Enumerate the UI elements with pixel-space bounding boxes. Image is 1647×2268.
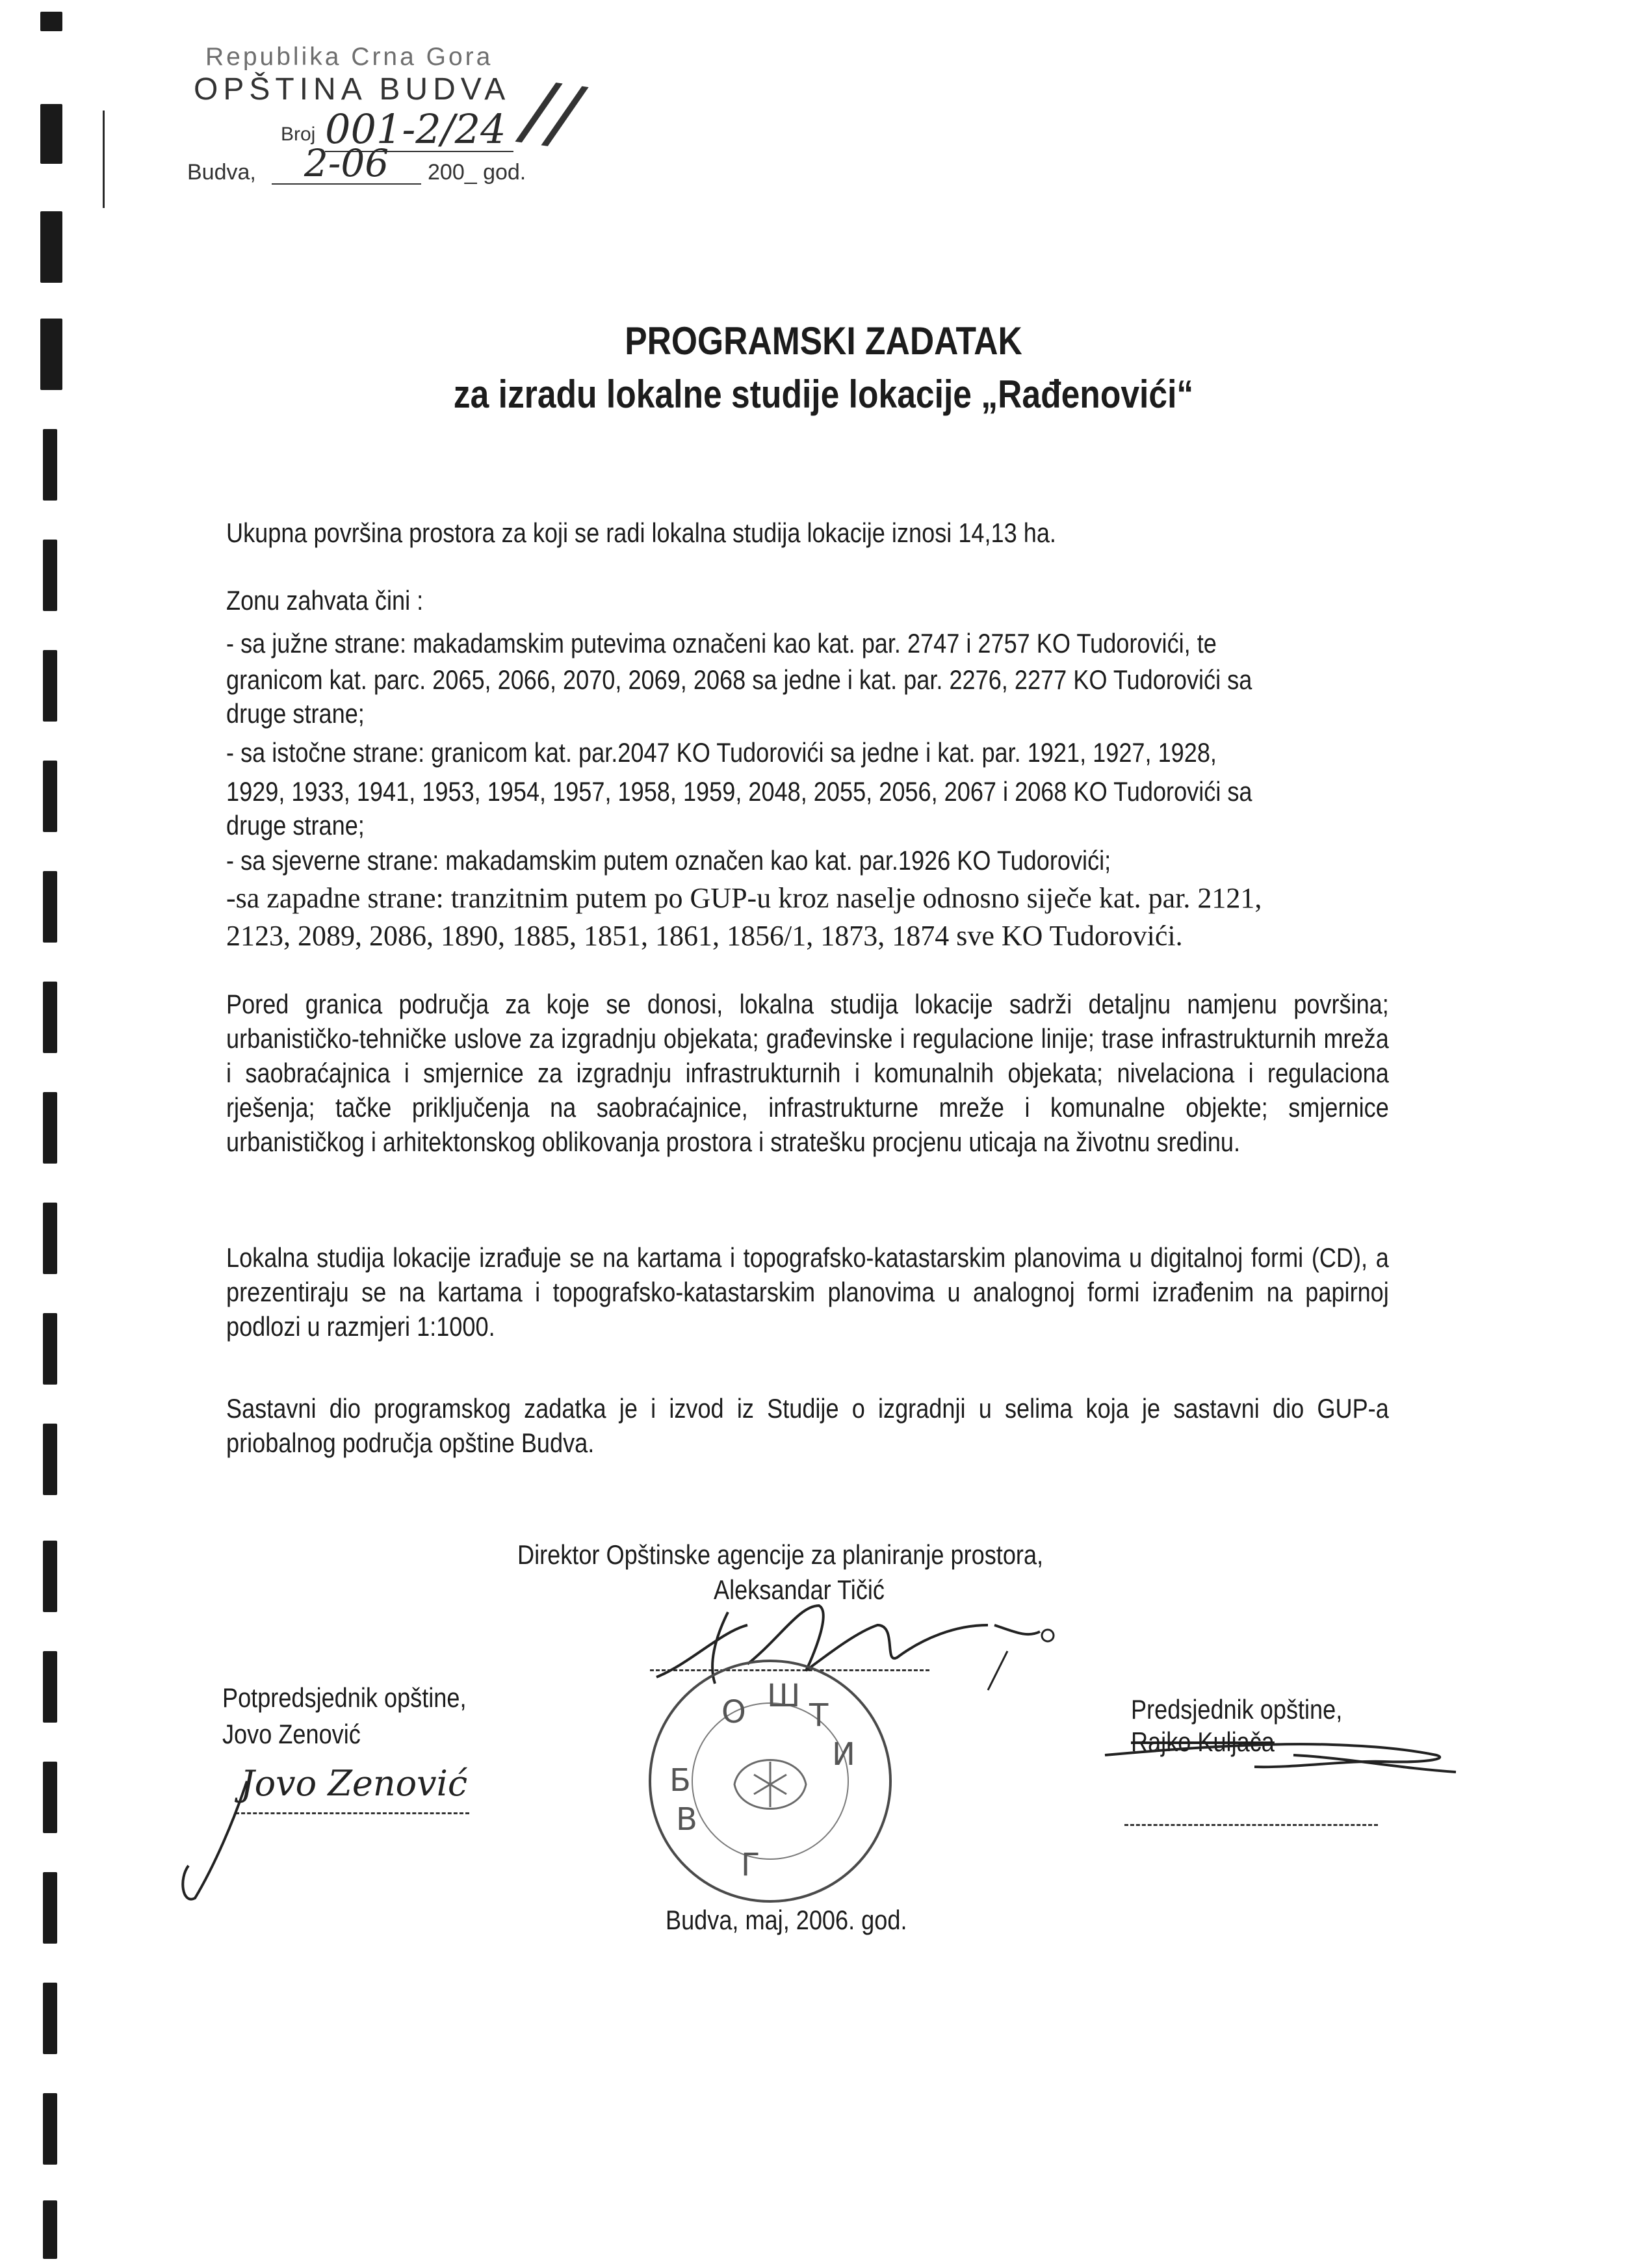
binding-mark [40,12,62,31]
director-name: Aleksandar Tičić [714,1574,885,1605]
zone-line: - sa južne strane: makadamskim putevima označeni kao kat. par. 2747 i 2757 KO Tudorovići, te [226,628,1217,658]
stamp-year: 200_ god. [428,160,526,185]
zone-line: 1929, 1933, 1941, 1953, 1954, 1957, 1958, 1959, 2048, 2055, 2056, 2067 i 2068 KO Tudorovići sa [226,776,1252,807]
svg-text:Б: Б [669,1762,691,1799]
stamp-date-value: 2-06 [272,143,421,185]
document-title: PROGRAMSKI ZADATAK [625,319,1022,363]
stamp-slash-marks: // [519,64,584,161]
president-signature-line [1124,1824,1378,1826]
svg-text:И: И [832,1736,855,1773]
binding-mark [43,1541,57,1612]
svg-text:О: О [721,1694,746,1730]
zone-line-west: 2123, 2089, 2086, 1890, 1885, 1851, 1861, 1856/1, 1873, 1874 sve KO Tudorovići. [226,920,1183,952]
binding-mark [43,650,57,722]
stamp-broj-value: 001-2/24 [325,108,513,152]
registry-stamp [187,39,584,195]
svg-text:В: В [676,1801,697,1838]
vice-president-signature-line [235,1812,469,1814]
document-subtitle: za izradu lokalne studije lokacije „Rađenovići“ [453,372,1194,416]
vice-president-signature-stroke [175,1768,266,1911]
binding-mark [43,2093,57,2165]
svg-text:Ш: Ш [767,1678,801,1714]
vice-president-handwritten-signature: Jovo Zenović [240,1763,468,1804]
binding-mark [43,982,57,1053]
binding-mark [43,2200,57,2259]
binding-mark [43,1983,57,2054]
president-name: Rajko Kuljača [1131,1727,1275,1757]
margin-line [103,111,105,208]
zone-line-west: -sa zapadne strane: tranzitnim putem po GUP-u kroz naselje odnosno siječe kat. par. 2121, [226,882,1262,914]
president-signature [1098,1729,1462,1781]
vice-president-title: Potpredsjednik opštine, [222,1682,467,1713]
zone-line: druge strane; [226,698,365,729]
zone-line: druge strane; [226,810,365,841]
stamp-broj-label: Broj [281,124,316,145]
paragraph: Lokalna studija lokacije izrađuje se na kartama i topografsko-katastarskim planovima u digitalnoj formi (CD), a prezentiraju se na kartama i topografsko-katastarskim planovima u analognoj formi izrađenim na papirnoj podlozi u razmjeri 1:1000. [226,1242,1389,1342]
place-and-date: Budva, maj, 2006. god. [666,1905,907,1935]
binding-mark [40,104,62,164]
svg-text:Т: Т [809,1697,829,1734]
binding-mark [43,1651,57,1723]
president-title [1131,1694,1342,1725]
binding-mark [43,1762,57,1833]
paragraph: Pored granica područja za koje se donosi, lokalna studija lokacije sadrži detaljnu namjenu površina; urbanističko-tehničke uslove za izgradnju objekata; građevinske i regulacione linije; trase infrastrukturnih mreža i saobraćajnica i smjernice za izgradnju infrastrukturnih i komunalnih objekata; nivelaciona i regulaciona rješenja; tačke priključenja na saobraćajnice, infrastrukturne mreže i komunalne objekte; smjernice urbanističkog i arhitektonskog oblikovanja prostora i stratešku procjenu uticaja na životnu sredinu. [226,989,1389,1157]
director-title: Direktor Opštinske agencije za planiranje prostora, [517,1539,1044,1570]
binding-mark [43,1872,57,1944]
intro-text: Ukupna površina prostora za koji se radi lokalna studija lokacije iznosi 14,13 ha. [226,517,1056,548]
zone-line: granicom kat. parc. 2065, 2066, 2070, 2069, 2068 sa jedne i kat. par. 2276, 2277 KO Tudorovići sa [226,664,1252,695]
zone-line: - sa sjeverne strane: makadamskim putem označen kao kat. par.1926 KO Tudorovići; [226,845,1111,876]
zone-heading: Zonu zahvata čini : [226,585,424,616]
stamp-republic: Republika Crna Gora [205,43,493,71]
binding-mark [43,1424,57,1495]
binding-mark [43,1092,57,1164]
binding-mark [40,319,62,390]
zone-line: - sa istočne strane: granicom kat. par.2047 KO Tudorovići sa jedne i kat. par. 1921, 1927, 1928, [226,737,1217,768]
stamp-place-label: Budva, [187,160,256,185]
binding-mark [43,1203,57,1274]
paragraph: Sastavni dio programskog zadatka je i izvod iz Studije o izgradnji u selima koja je sastavni dio GUP-a priobalnog područja opštine Budva. [226,1393,1389,1458]
vice-president-name: Jovo Zenović [222,1719,361,1749]
binding-mark [43,761,57,832]
president-title-text: Predsjednik opštine, [1131,1694,1343,1725]
stamp-municipality: OPŠTINA BUDVA [194,72,511,107]
svg-text:Г: Г [741,1847,760,1883]
official-seal [643,1654,897,1908]
binding-mark [43,1313,57,1385]
binding-mark [43,429,57,501]
binding-mark [43,871,57,943]
binding-mark [43,540,57,611]
binding-mark [40,211,62,283]
